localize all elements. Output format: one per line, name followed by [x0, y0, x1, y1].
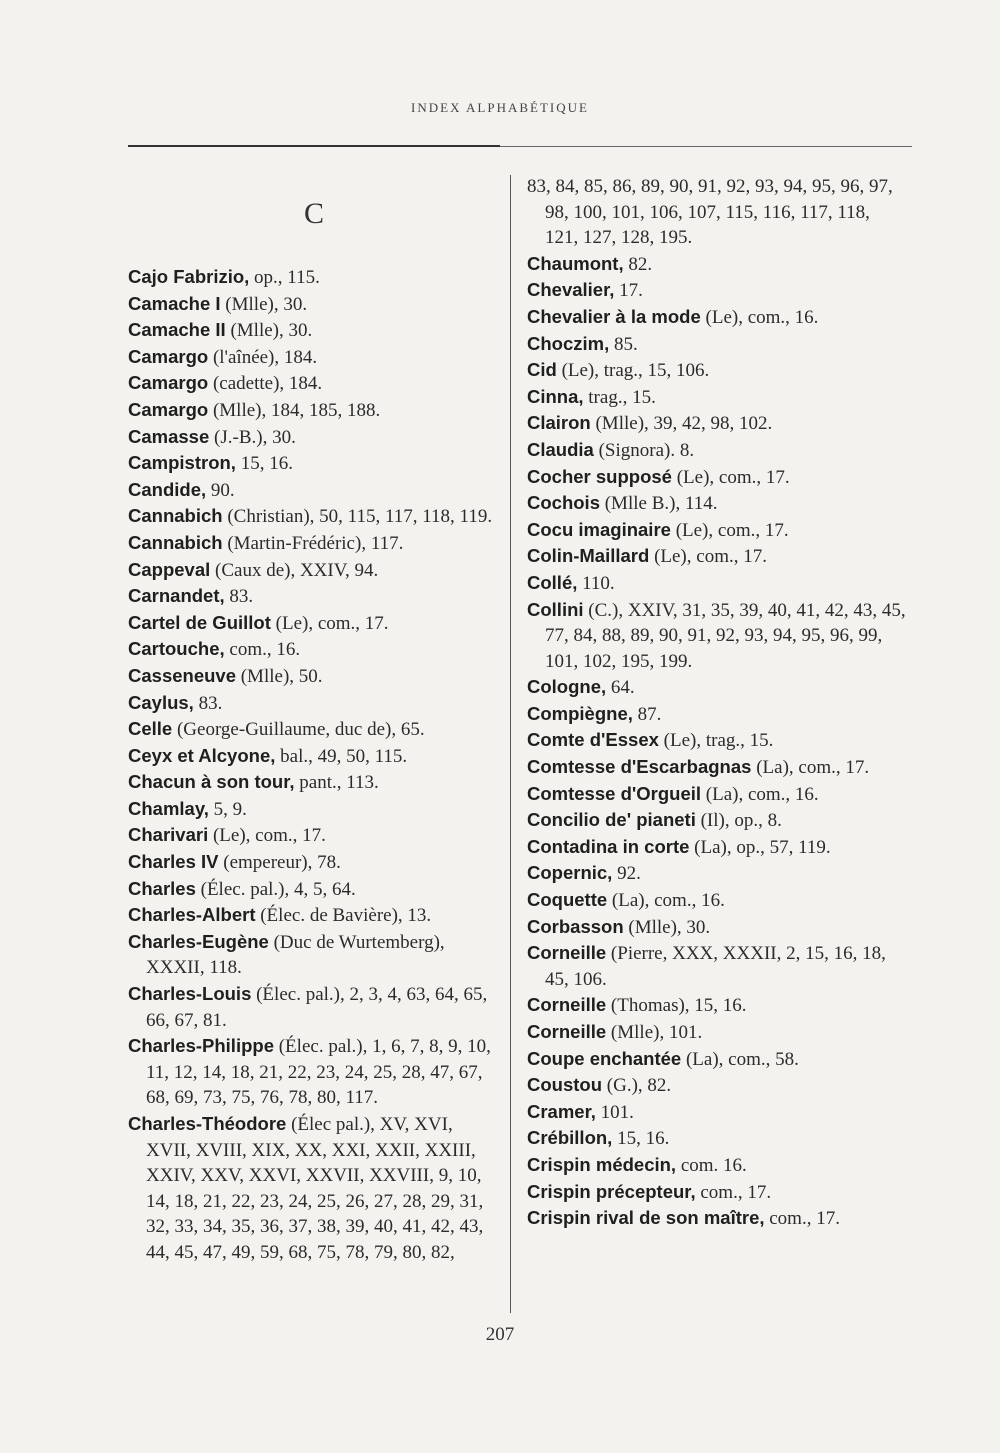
- entry-references: (Élec. pal.), 4, 5, 64.: [195, 878, 356, 900]
- entry-headword: Casseneuve: [128, 664, 236, 686]
- entry-headword: Cinna,: [527, 385, 584, 407]
- index-entry: [128, 291, 500, 318]
- index-entry: [527, 384, 907, 411]
- entry-references: (La), com., 58.: [681, 1048, 799, 1070]
- entry-headword: Celle: [128, 718, 173, 740]
- entry-references: com., 17.: [764, 1208, 840, 1230]
- entry-references: (Élec. pal.), 2, 3, 4, 63, 64, 65, 66, 67, 81.: [146, 984, 488, 1031]
- entry-headword: Corneille: [527, 1021, 607, 1042]
- index-entry: [527, 251, 907, 278]
- entry-headword: Camargo: [128, 345, 209, 367]
- header-rule: [128, 145, 500, 147]
- entry-headword: Collé,: [527, 571, 578, 593]
- entry-references: (C.), XXIV, 31, 35, 39, 40, 41, 42, 43, 45, 77, 84, 88, 89, 90, 91, 92, 93, 94, 95, 96, 99, 101, 102, 195, 199.: [545, 599, 906, 672]
- entry-headword: Coquette: [527, 889, 608, 911]
- index-entry: [527, 834, 907, 861]
- index-entry: [527, 701, 907, 728]
- entry-references: (l'aînée), 184.: [208, 346, 318, 368]
- entry-headword: Cochois: [527, 492, 600, 514]
- index-entry: [128, 981, 500, 1033]
- index-entry: [128, 743, 500, 770]
- index-entry: [128, 690, 500, 717]
- entry-references: com. 16.: [676, 1154, 747, 1176]
- entry-headword: Corneille: [527, 994, 607, 1016]
- entry-references: op., 115.: [249, 267, 320, 288]
- entry-references: (Le), trag., 15, 106.: [556, 360, 710, 382]
- entry-references: 90.: [206, 479, 235, 501]
- index-entry: [527, 357, 907, 384]
- entry-references: 17.: [614, 280, 643, 302]
- index-entry: [128, 264, 500, 291]
- index-entry: [527, 1205, 907, 1232]
- entry-references: (Mlle), 30.: [623, 916, 711, 938]
- index-entry: [128, 450, 500, 477]
- entry-references: 15, 16.: [612, 1128, 670, 1150]
- index-entry: [527, 1072, 907, 1099]
- index-entry: [128, 530, 500, 557]
- entry-references: (Le), com., 17.: [270, 612, 389, 634]
- entry-references: com., 17.: [695, 1181, 772, 1203]
- index-entry: [128, 557, 500, 584]
- entry-headword: Charivari: [128, 824, 209, 846]
- entry-headword: Cologne,: [527, 676, 607, 698]
- entry-references: (Il), op., 8.: [695, 810, 782, 832]
- index-entry: [527, 754, 907, 781]
- entry-references: (Mlle), 50.: [235, 665, 323, 687]
- entry-headword: Candide,: [128, 478, 207, 500]
- index-entry: [527, 807, 907, 834]
- entry-headword: Corneille: [527, 942, 607, 964]
- entry-references: (Le), com., 17.: [671, 466, 790, 488]
- entry-headword: Charles IV: [128, 851, 219, 873]
- entry-headword: Cartel de Guillot: [128, 611, 271, 633]
- index-entry: [527, 1125, 907, 1152]
- index-entry: [128, 424, 500, 451]
- entry-references: (Mlle), 101.: [606, 1022, 703, 1043]
- running-head: INDEX ALPHABÉTIQUE: [411, 100, 589, 115]
- page-number: 207: [485, 1324, 515, 1345]
- entry-references: (La), op., 57, 119.: [689, 836, 831, 858]
- entry-references: (La), com., 17.: [751, 757, 870, 779]
- entry-headword: Cocu imaginaire: [527, 518, 671, 540]
- entry-references: 82.: [623, 253, 653, 275]
- index-entry: [527, 1046, 907, 1073]
- entry-references: 85.: [609, 333, 638, 355]
- entry-headword: Chevalier à la mode: [527, 305, 701, 327]
- entry-headword: Campistron,: [128, 452, 236, 474]
- entry-headword: Compiègne,: [527, 702, 633, 724]
- entry-headword: Camache I: [128, 292, 221, 314]
- index-entry: [527, 887, 907, 914]
- entry-headword: Clairon: [527, 412, 591, 434]
- entry-headword: Charles-Théodore: [128, 1113, 287, 1134]
- index-entry: [527, 517, 907, 544]
- entry-references: 15, 16.: [235, 453, 293, 475]
- left-column: [128, 264, 500, 1266]
- entry-headword: Crispin précepteur,: [527, 1180, 696, 1202]
- entry-headword: Carnandet,: [128, 585, 225, 607]
- index-entry: [527, 331, 907, 358]
- entry-references: (Signora). 8.: [593, 439, 695, 461]
- entry-references: (Élec. pal.), 1, 6, 7, 8, 9, 10, 11, 12, 14, 18, 21, 22, 23, 24, 25, 28, 47, 67, 68, 69, 73, 75, 76, 78, 80, 117.: [146, 1036, 491, 1109]
- entry-headword: Contadina in corte: [527, 835, 690, 857]
- entry-references: (Mlle B.), 114.: [599, 493, 718, 515]
- entry-headword: Cannabich: [128, 531, 223, 553]
- entry-headword: Charles-Philippe: [128, 1035, 274, 1057]
- entry-headword: Collini: [527, 598, 584, 620]
- index-entry: [527, 727, 907, 754]
- entry-references: (Élec. de Bavière), 13.: [255, 905, 432, 927]
- entry-references: (Élec pal.), XV, XVI, XVII, XVIII, XIX, XX, XXI, XXII, XXIII, XXIV, XXV, XXVI, XXVII, XXVIII, 9, 10, 14, 18, 21, 22, 23, 24, 25, 26, 27, 28, 29, 31, 32, 33, 34, 35, 36, 37, 38, 39, 40, 41, 42, 43, 44, 45, 47, 49, 59, 68, 75, 78, 79, 80, 82,: [146, 1114, 484, 1263]
- index-entry: [128, 1033, 500, 1111]
- entry-references: pant., 113.: [294, 772, 379, 794]
- index-entry: [128, 370, 500, 397]
- entry-headword: Claudia: [527, 438, 594, 460]
- entry-references: (Mlle), 39, 42, 98, 102.: [590, 413, 773, 435]
- entry-references: 110.: [577, 572, 615, 594]
- index-entry: [128, 344, 500, 371]
- entry-headword: Charles-Albert: [128, 904, 256, 926]
- entry-headword: Cajo Fabrizio,: [128, 266, 250, 287]
- index-entry: [128, 716, 500, 743]
- entry-headword: Choczim,: [527, 332, 610, 354]
- entry-references: bal., 49, 50, 115.: [275, 745, 408, 767]
- entry-references: (Le), com., 17.: [670, 519, 789, 541]
- entry-headword: Comtesse d'Escarbagnas: [527, 756, 752, 778]
- entry-references: (Le), com., 16.: [700, 306, 819, 328]
- entry-headword: Chaumont,: [527, 252, 624, 274]
- index-entry: [128, 477, 500, 504]
- index-entry: [527, 1019, 907, 1046]
- entry-headword: Camargo: [128, 398, 209, 420]
- index-entry: [128, 796, 500, 823]
- header-rule-thin: [500, 146, 912, 147]
- entry-headword: Colin-Maillard: [527, 545, 650, 567]
- continuation-line: 83, 84, 85, 86, 89, 90, 91, 92, 93, 94, 95, 96, 97, 98, 100, 101, 106, 107, 115, 116, 117, 118, 121, 127, 128, 195.: [527, 176, 893, 249]
- entry-headword: Concilio de' pianeti: [527, 809, 696, 831]
- index-entry: [128, 397, 500, 424]
- index-entry: [527, 1179, 907, 1206]
- index-entry: [527, 570, 907, 597]
- entry-references: (La), com., 16.: [701, 783, 819, 805]
- index-entry: [128, 1111, 500, 1266]
- index-entry: [527, 304, 907, 331]
- entry-headword: Coustou: [527, 1074, 603, 1096]
- column-divider: [510, 175, 511, 1313]
- index-entry: [527, 992, 907, 1019]
- entry-references: (J.-B.), 30.: [209, 426, 296, 448]
- entry-headword: Ceyx et Alcyone,: [128, 744, 276, 766]
- index-entry: [128, 636, 500, 663]
- index-entry: [527, 437, 907, 464]
- entry-headword: Copernic,: [527, 862, 613, 884]
- entry-references: 92.: [612, 863, 641, 885]
- index-entry: [527, 410, 907, 437]
- entry-headword: Chamlay,: [128, 797, 209, 819]
- index-entry: [527, 940, 907, 992]
- entry-references: com., 16.: [224, 639, 301, 661]
- index-entry: [527, 781, 907, 808]
- index-entry: [527, 277, 907, 304]
- entry-references: (Pierre, XXX, XXXII, 2, 15, 16, 18, 45, 106.: [545, 943, 886, 990]
- entry-headword: Cid: [527, 359, 557, 381]
- entry-references: (Martin-Frédéric), 117.: [222, 532, 404, 554]
- entry-headword: Camache II: [128, 319, 226, 341]
- entry-references: (Le), com., 17.: [649, 546, 767, 568]
- entry-headword: Charles-Eugène: [128, 930, 269, 952]
- entry-references: (George-Guillaume, duc de), 65.: [172, 719, 425, 741]
- entry-headword: Camargo: [128, 372, 209, 394]
- index-entry: [128, 849, 500, 876]
- index-entry: [128, 822, 500, 849]
- index-entry: [527, 543, 907, 570]
- entry-headword: Cappeval: [128, 558, 211, 580]
- index-entry: [527, 1099, 907, 1126]
- entry-headword: Corbasson: [527, 915, 624, 937]
- index-entry: [527, 597, 907, 675]
- entry-headword: Comtesse d'Orgueil: [527, 782, 702, 804]
- entry-references: (empereur), 78.: [218, 852, 341, 874]
- entry-headword: Crébillon,: [527, 1127, 613, 1149]
- index-entry: [128, 876, 500, 903]
- index-entry: [527, 464, 907, 491]
- index-entry: [527, 860, 907, 887]
- entry-headword: Cocher supposé: [527, 465, 672, 487]
- entry-headword: Cartouche,: [128, 638, 225, 660]
- entry-references: 5, 9.: [208, 798, 247, 820]
- index-entry: [128, 610, 500, 637]
- entry-references: (La), com., 16.: [607, 890, 725, 912]
- entry-references: (Le), trag., 15.: [658, 730, 774, 752]
- entry-references: (Christian), 50, 115, 117, 118, 119.: [222, 506, 493, 528]
- index-entry: [128, 929, 500, 981]
- right-column-entries: [527, 251, 907, 1232]
- entry-references: 83.: [224, 586, 254, 608]
- index-entry: [128, 583, 500, 610]
- entry-headword: Caylus,: [128, 691, 194, 713]
- entry-headword: Charles: [128, 877, 196, 899]
- entry-references: (Thomas), 15, 16.: [606, 995, 747, 1017]
- entry-headword: Comte d'Essex: [527, 729, 659, 751]
- entry-references: trag., 15.: [583, 386, 656, 408]
- index-entry: [527, 674, 907, 701]
- entry-references: 64.: [606, 677, 635, 699]
- index-entry: [128, 769, 500, 796]
- entry-references: 83.: [193, 692, 223, 714]
- index-entry: [527, 490, 907, 517]
- entry-references: (Caux de), XXIV, 94.: [210, 559, 379, 581]
- index-entry: [128, 902, 500, 929]
- right-column: [527, 174, 907, 1232]
- entry-headword: Charles-Louis: [128, 983, 252, 1005]
- entry-references: (Duc de Wurtemberg), XXXII, 118.: [146, 931, 445, 979]
- index-entry: [128, 503, 500, 530]
- index-entry: [527, 1152, 907, 1179]
- entry-headword: Cannabich: [128, 505, 223, 527]
- index-entry: [128, 663, 500, 690]
- index-entry: [527, 914, 907, 941]
- entry-references: 101.: [595, 1101, 634, 1123]
- entry-references: (G.), 82.: [602, 1075, 672, 1097]
- entry-headword: Cramer,: [527, 1100, 596, 1122]
- entry-references: (Le), com., 17.: [208, 825, 326, 847]
- section-letter: C: [303, 197, 324, 230]
- entry-headword: Chevalier,: [527, 279, 615, 301]
- index-entry: [128, 317, 500, 344]
- entry-headword: Crispin rival de son maître,: [527, 1207, 765, 1229]
- entry-references: (Mlle), 184, 185, 188.: [208, 399, 381, 421]
- entry-headword: Coupe enchantée: [527, 1047, 682, 1069]
- entry-references: 87.: [632, 703, 662, 725]
- entry-references: (Mlle), 30.: [220, 293, 308, 315]
- entry-headword: Chacun à son tour,: [128, 771, 295, 793]
- entry-headword: Camasse: [128, 425, 210, 447]
- entry-headword: Crispin médecin,: [527, 1153, 677, 1175]
- entry-references: (cadette), 184.: [208, 373, 323, 395]
- entry-references: (Mlle), 30.: [225, 320, 313, 342]
